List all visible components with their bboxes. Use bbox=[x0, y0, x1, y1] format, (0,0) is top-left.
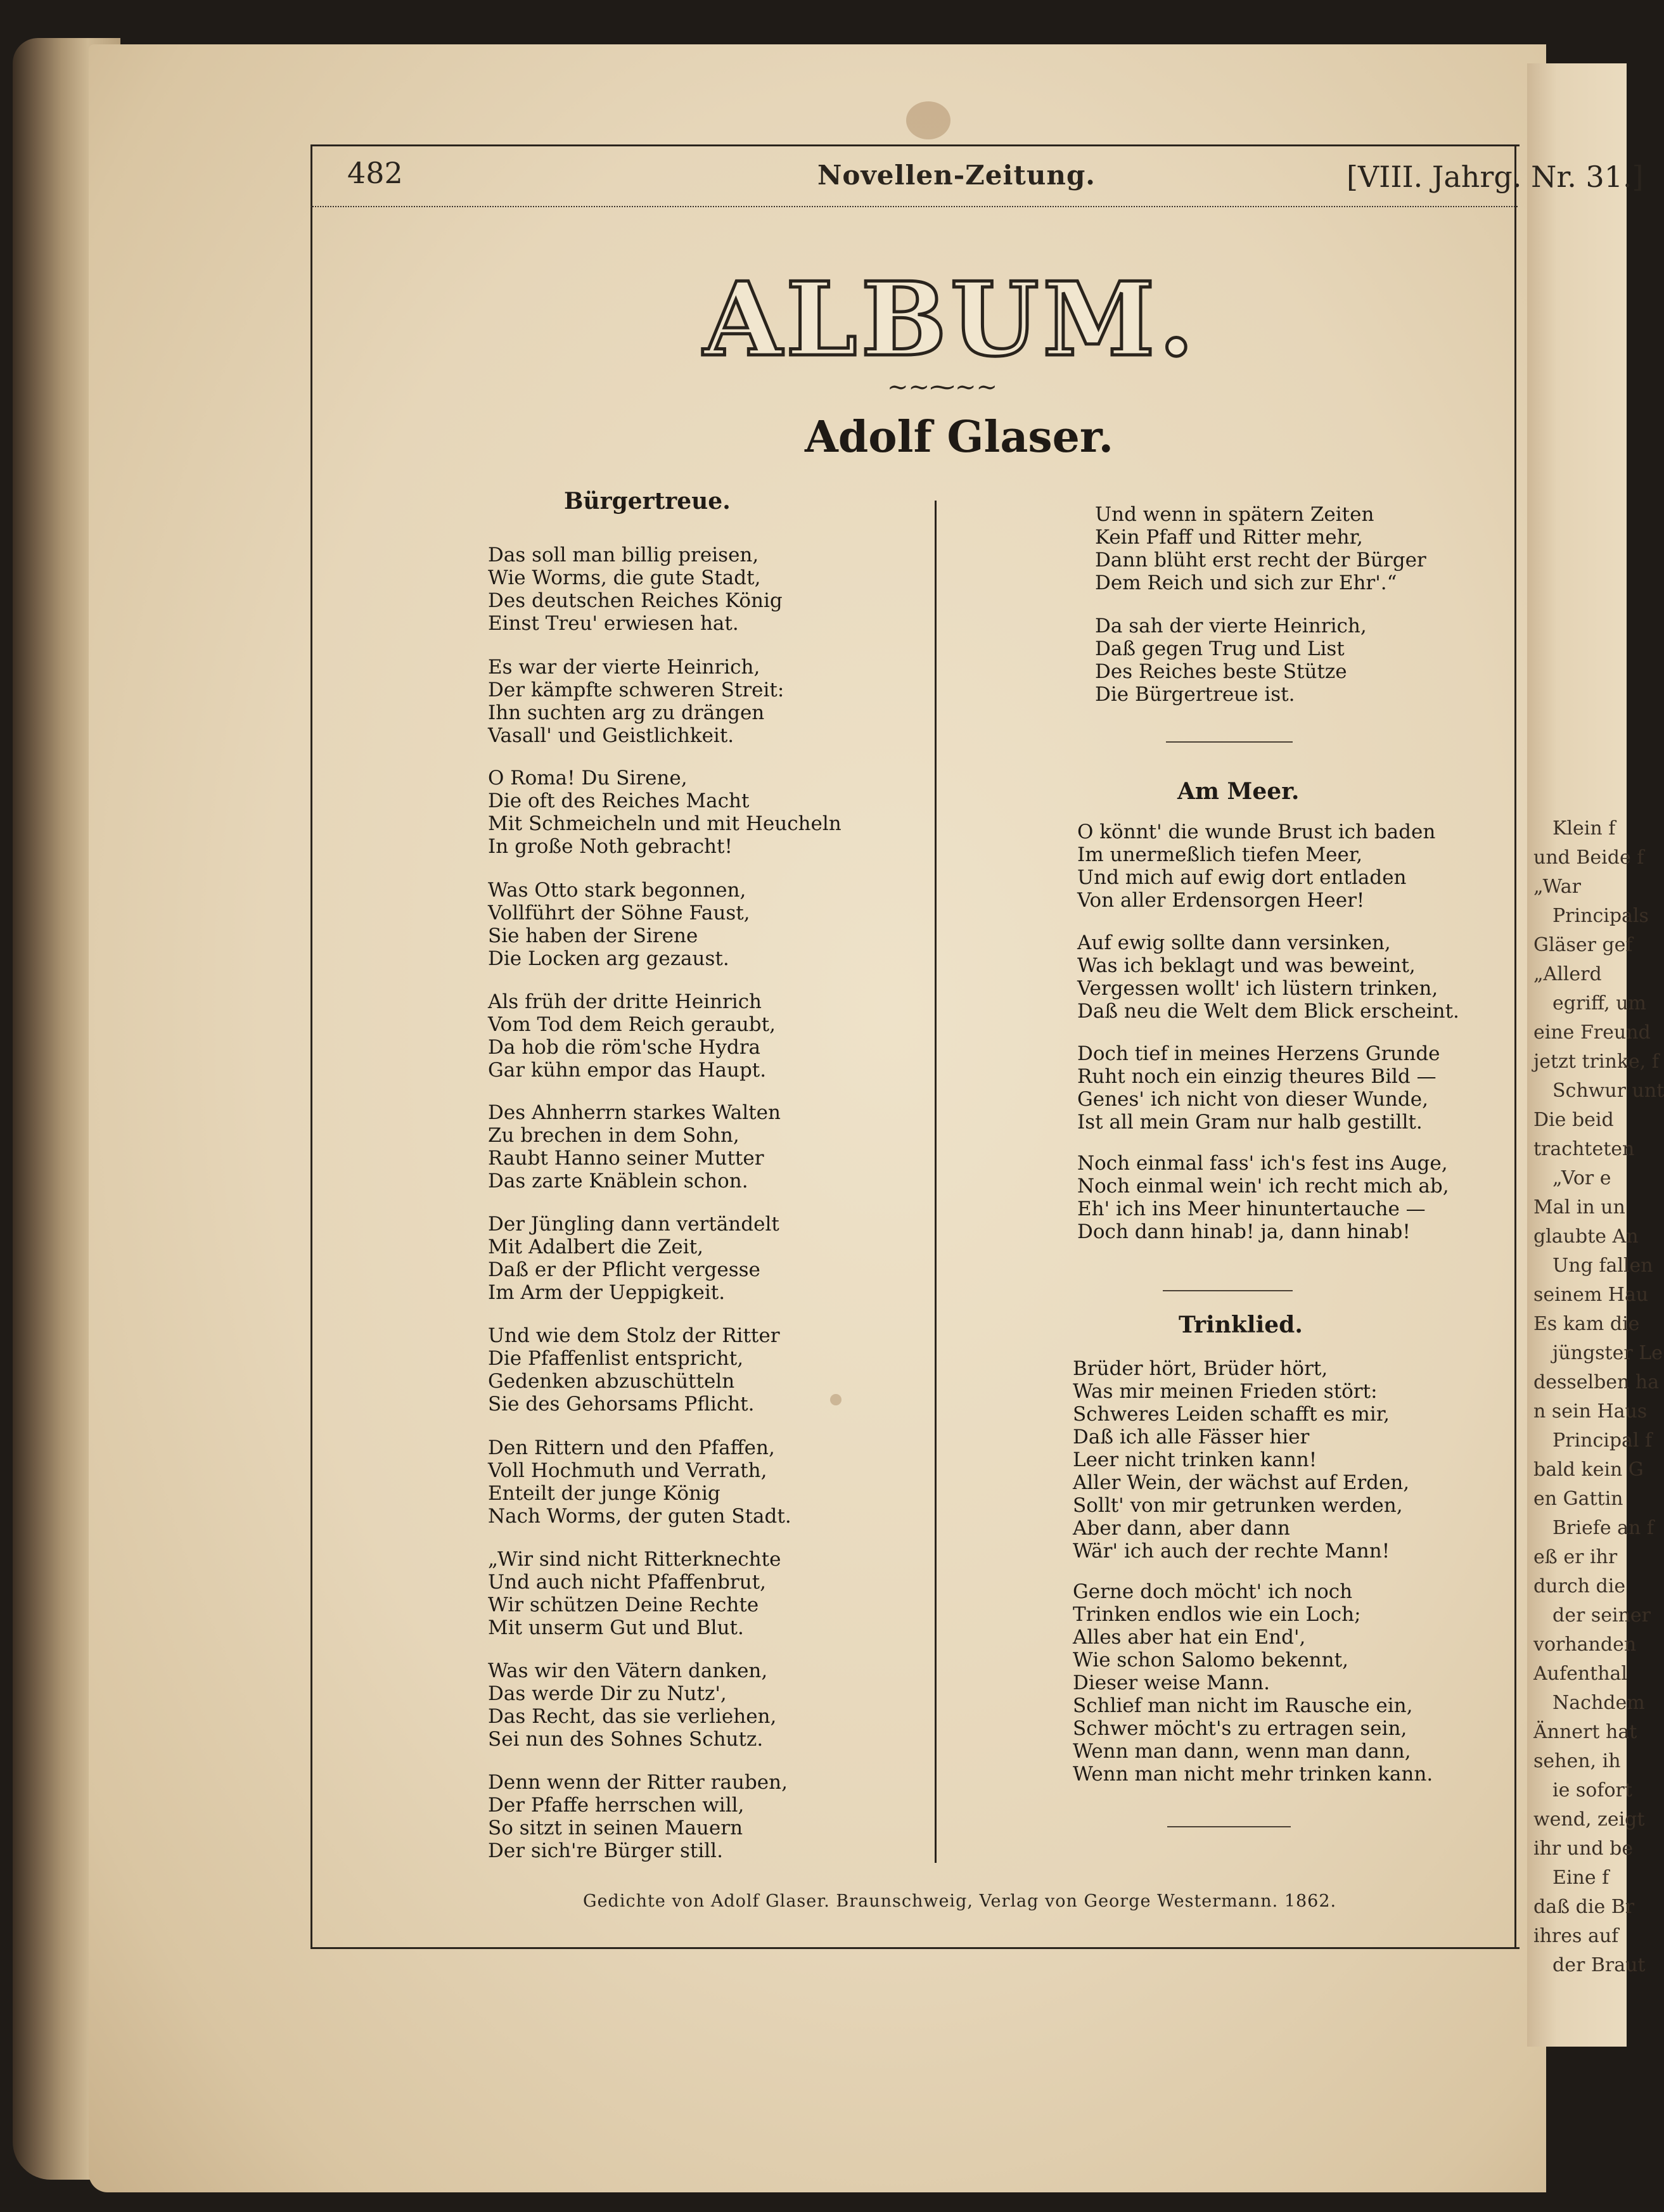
poem-title-buergertreue: Bürgertreue. bbox=[564, 488, 731, 515]
adjacent-page-fragment bbox=[1527, 63, 1664, 2047]
paper-stain bbox=[906, 101, 950, 139]
adjacent-page-line: „Vor e bbox=[1552, 1167, 1611, 1189]
stanza: „Wir sind nicht Ritterknechte Und auch nicht Pfaffenbrut, Wir schützen Deine Rechte Mit unserm Gut und Blut. bbox=[488, 1548, 781, 1639]
adjacent-page-line: n sein Haus bbox=[1533, 1400, 1648, 1422]
adjacent-page-line: jetzt trinke, f bbox=[1533, 1051, 1659, 1073]
poem-title-trinklied: Trinklied. bbox=[1179, 1312, 1303, 1338]
stanza: Es war der vierte Heinrich, Der kämpfte schweren Streit: Ihn suchten arg zu drängen Vasall' und Geistlichkeit. bbox=[488, 656, 784, 747]
adjacent-page-line: Aufenthal bbox=[1533, 1663, 1628, 1685]
adjacent-page-line: jüngster Le bbox=[1552, 1342, 1663, 1364]
adjacent-page-line: „War bbox=[1533, 876, 1581, 898]
adjacent-page-line: der seiner bbox=[1552, 1604, 1651, 1627]
stanza: Was wir den Vätern danken, Das werde Dir zu Nutz', Das Recht, das sie verliehen, Sei nun des Sohnes Schutz. bbox=[488, 1659, 777, 1751]
adjacent-page-line: der Braut bbox=[1552, 1954, 1646, 1976]
adjacent-page-line: Ung fallen bbox=[1552, 1255, 1653, 1277]
stanza: Des Ahnherrn starkes Walten Zu brechen in dem Sohn, Raubt Hanno seiner Mutter Das zarte Knäblein schon. bbox=[488, 1101, 781, 1192]
album-title: ALBUM. bbox=[703, 260, 1198, 379]
stanza: Auf ewig sollte dann versinken, Was ich beklagt und was beweint, Vergessen wollt' ich lüstern trinken, Daß neu die Welt dem Blick erscheint. bbox=[1077, 931, 1459, 1023]
volume-label: [VIII. Jahrg. Nr. 31.] bbox=[1347, 160, 1644, 194]
stanza: Das soll man billig preisen, Wie Worms, die gute Stadt, Des deutschen Reiches König Einst Treu' erwiesen hat. bbox=[488, 544, 783, 635]
section-rule bbox=[1167, 1826, 1291, 1827]
poem-title-am-meer: Am Meer. bbox=[1177, 778, 1300, 805]
stanza: O Roma! Du Sirene, Die oft des Reiches Macht Mit Schmeicheln und mit Heucheln In große Noth gebracht! bbox=[488, 767, 842, 858]
adjacent-page-line: Gläser gef bbox=[1533, 934, 1633, 956]
adjacent-page-line: durch die bbox=[1533, 1575, 1626, 1597]
adjacent-page-line: eß er ihr bbox=[1533, 1546, 1618, 1568]
section-rule bbox=[1166, 741, 1293, 743]
adjacent-page-line: Eine f bbox=[1552, 1867, 1610, 1889]
adjacent-page-line: Die beid bbox=[1533, 1109, 1614, 1131]
stanza: Brüder hört, Brüder hört, Was mir meinen Frieden stört: Schweres Leiden schafft es mir, Daß ich alle Fässer hier Leer nicht trinken kann! Aller Wein, der wächst auf Erden, Sollt' von mir getrunken werden, Aber dann, aber dann Wär' ich auch der rechte Mann! bbox=[1073, 1357, 1410, 1563]
stanza: Gerne doch möcht' ich noch Trinken endlos wie ein Loch; Alles aber hat ein End', Wie schon Salomo bekennt, Dieser weise Mann. Schlief man nicht im Rausche ein, Schwer möcht's zu ertragen sein, Wenn man dann, wenn man dann, Wenn man nicht mehr trinken kann. bbox=[1073, 1580, 1433, 1786]
adjacent-page-line: und Beide f bbox=[1533, 847, 1644, 869]
stanza: Denn wenn der Ritter rauben, Der Pfaffe herrschen will, So sitzt in seinen Mauern Der sich're Bürger still. bbox=[488, 1771, 788, 1862]
adjacent-page-line: wend, zeigt bbox=[1533, 1808, 1645, 1831]
adjacent-page-line: Es kam die bbox=[1533, 1313, 1640, 1335]
adjacent-page-line: Principals bbox=[1552, 905, 1649, 927]
running-title: Novellen-Zeitung. bbox=[817, 160, 1096, 191]
adjacent-page-line: ihr und be bbox=[1533, 1838, 1634, 1860]
stanza: Und wenn in spätern Zeiten Kein Pfaff und Ritter mehr, Dann blüht erst recht der Bürger Dem Reich und sich zur Ehr'.“ bbox=[1095, 503, 1426, 594]
adjacent-page-line: vorhanden bbox=[1533, 1633, 1637, 1656]
stanza: Der Jüngling dann vertändelt Mit Adalbert die Zeit, Daß er der Pflicht vergesse Im Arm der Ueppigkeit. bbox=[488, 1213, 779, 1304]
adjacent-page-line: Principal f bbox=[1552, 1429, 1653, 1452]
adjacent-page-line: ie sofort bbox=[1552, 1779, 1632, 1801]
adjacent-page-line: „Allerd bbox=[1533, 963, 1602, 985]
adjacent-page-line: sehen, ih bbox=[1533, 1750, 1621, 1772]
author-heading: Adolf Glaser. bbox=[805, 412, 1114, 463]
adjacent-page-line: Klein f bbox=[1552, 817, 1616, 840]
stanza: Und wie dem Stolz der Ritter Die Pfaffenlist entspricht, Gedenken abzuschütteln Sie des Gehorsams Pflicht. bbox=[488, 1324, 780, 1416]
adjacent-page-line: Nachdem bbox=[1552, 1692, 1645, 1714]
adjacent-page-line: Mal in un bbox=[1533, 1196, 1625, 1218]
adjacent-page-line: Briefe an f bbox=[1552, 1517, 1654, 1539]
page-number: 482 bbox=[347, 156, 403, 190]
adjacent-page-line: en Gattin bbox=[1533, 1488, 1623, 1510]
adjacent-page-line: eine Freund bbox=[1533, 1021, 1651, 1044]
header-rule bbox=[310, 206, 1518, 207]
adjacent-page-line: glaubte An bbox=[1533, 1225, 1639, 1248]
adjacent-page-line: Ännert hat bbox=[1533, 1721, 1637, 1743]
adjacent-page-line: egriff, um bbox=[1552, 992, 1646, 1014]
adjacent-page-line: bald kein G bbox=[1533, 1459, 1644, 1481]
stanza: Noch einmal fass' ich's fest ins Auge, Noch einmal wein' ich recht mich ab, Eh' ich ins Meer hinuntertauche — Doch dann hinab! ja, dann hinab! bbox=[1077, 1152, 1449, 1243]
column-divider bbox=[935, 501, 937, 1863]
source-citation: Gedichte von Adolf Glaser. Braunschweig, Verlag von George Westermann. 1862. bbox=[583, 1891, 1337, 1911]
section-rule bbox=[1163, 1290, 1293, 1291]
adjacent-page-line: daß die Br bbox=[1533, 1896, 1635, 1918]
stanza: Da sah der vierte Heinrich, Daß gegen Trug und List Des Reiches beste Stütze Die Bürgertreue ist. bbox=[1095, 615, 1367, 706]
stanza: Doch tief in meines Herzens Grunde Ruht noch ein einzig theures Bild — Genes' ich nicht von dieser Wunde, Ist all mein Gram nur halb gestillt. bbox=[1077, 1042, 1440, 1134]
stanza: Den Rittern und den Pfaffen, Voll Hochmuth und Verrath, Enteilt der junge König Nach Worms, der guten Stadt. bbox=[488, 1436, 791, 1528]
stanza: Was Otto stark begonnen, Vollführt der Söhne Faust, Sie haben der Sirene Die Locken arg gezaust. bbox=[488, 879, 750, 970]
adjacent-page-line: seinem Hau bbox=[1533, 1284, 1649, 1306]
ornament-flourish: ~~⁓~~ bbox=[887, 373, 998, 402]
adjacent-page-line: ihres auf bbox=[1533, 1925, 1619, 1947]
adjacent-page-line: Schwur unt bbox=[1552, 1080, 1664, 1102]
page-border-right bbox=[1514, 144, 1516, 1947]
adjacent-page-line: desselben ha bbox=[1533, 1371, 1660, 1393]
adjacent-page-line: trachteten bbox=[1533, 1138, 1635, 1160]
stanza: O könnt' die wunde Brust ich baden Im unermeßlich tiefen Meer, Und mich auf ewig dort entladen Von aller Erdensorgen Heer! bbox=[1077, 821, 1436, 912]
stanza: Als früh der dritte Heinrich Vom Tod dem Reich geraubt, Da hob die röm'sche Hydra Gar kühn empor das Haupt. bbox=[488, 990, 776, 1082]
